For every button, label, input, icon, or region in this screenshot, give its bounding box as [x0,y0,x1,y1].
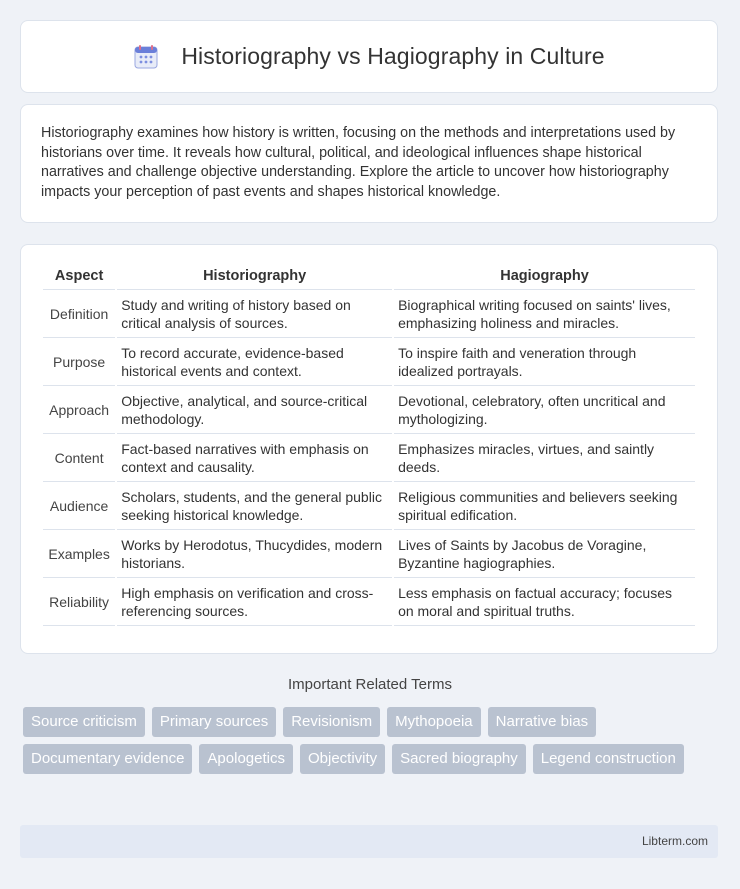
tag-mythopoeia[interactable]: Mythopoeia [387,707,481,737]
footer [20,825,718,858]
footer-site-link[interactable]: Libterm.com [641,834,708,848]
row-aspect: Audience [43,482,115,530]
row-aspect: Definition [43,290,115,338]
tag-documentary-evidence[interactable]: Documentary evidence [23,744,192,774]
row-historiography: Objective, analytical, and source-critical methodology. [117,386,392,434]
related-terms-title: Important Related Terms [288,676,452,693]
row-historiography: Study and writing of history based on critical analysis of sources. [117,290,392,338]
table-row [43,434,695,482]
table-row [43,386,695,434]
row-aspect: Content [43,434,115,482]
tag-revisionism[interactable]: Revisionism [283,707,380,737]
tag-sacred-biography[interactable]: Sacred biography [392,744,526,774]
row-hagiography: Devotional, celebratory, often uncritical and mythologizing. [394,386,695,434]
row-historiography: Fact-based narratives with emphasis on context and causality. [117,434,392,482]
row-aspect: Purpose [43,338,115,386]
tag-objectivity[interactable]: Objectivity [300,744,385,774]
table-row [43,578,695,626]
tag-source-criticism[interactable]: Source criticism [23,707,145,737]
tag-legend-construction[interactable]: Legend construction [533,744,684,774]
page-header [20,20,718,93]
table-row [43,482,695,530]
row-hagiography: To inspire faith and veneration through idealized portrayals. [394,338,695,386]
row-hagiography: Religious communities and believers seeking spiritual edification. [394,482,695,530]
comparison-card [20,244,718,654]
calendar-icon [133,44,159,70]
row-hagiography: Biographical writing focused on saints' lives, emphasizing holiness and miracles. [394,290,695,338]
page-title: Historiography vs Hagiography in Culture [181,43,605,69]
header-hagiography: Hagiography [394,263,695,290]
related-terms-list [23,707,723,781]
row-hagiography: Less emphasis on factual accuracy; focuses on moral and spiritual truths. [394,578,695,626]
row-historiography: Works by Herodotus, Thucydides, modern historians. [117,530,392,578]
tag-narrative-bias[interactable]: Narrative bias [488,707,597,737]
tag-apologetics[interactable]: Apologetics [199,744,293,774]
row-historiography: To record accurate, evidence-based historical events and context. [117,338,392,386]
header-aspect: Aspect [43,263,115,290]
row-aspect: Reliability [43,578,115,626]
row-aspect: Approach [43,386,115,434]
row-hagiography: Lives of Saints by Jacobus de Voragine, Byzantine hagiographies. [394,530,695,578]
row-hagiography: Emphasizes miracles, virtues, and saintly deeds. [394,434,695,482]
table-row [43,530,695,578]
header-historiography: Historiography [117,263,392,290]
row-aspect: Examples [43,530,115,578]
table-header-row [43,263,695,290]
table-row [43,290,695,338]
tag-primary-sources[interactable]: Primary sources [152,707,276,737]
intro-text: Historiography examines how history is written, focusing on the methods and interpretations used by historians over time. It reveals how cultural, political, and ideological influences shape historical narratives and challenge objective understanding. Explore the article to uncover how historiography impacts your perception of past events and shapes historical knowledge. [41,125,676,200]
intro-card [20,104,718,223]
row-historiography: High emphasis on verification and cross-referencing sources. [117,578,392,626]
comparison-table [41,263,697,626]
table-row [43,338,695,386]
row-historiography: Scholars, students, and the general public seeking historical knowledge. [117,482,392,530]
